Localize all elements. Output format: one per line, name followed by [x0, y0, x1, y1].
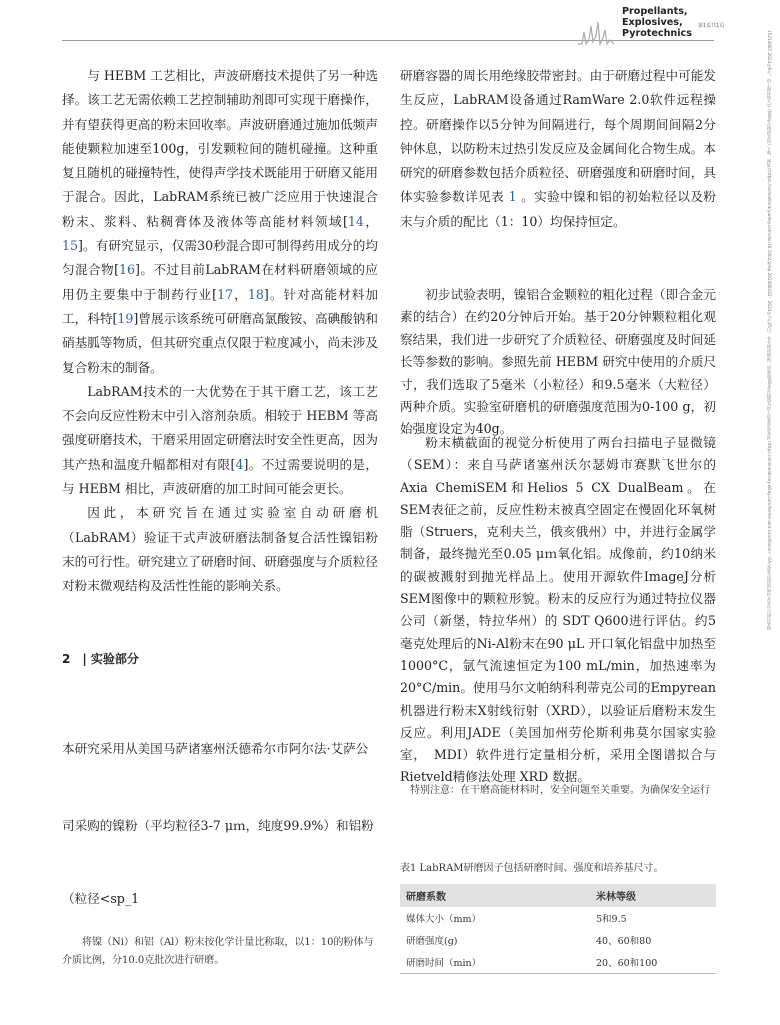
text-run: 因此，本研究旨在通过实验室自动研磨机（LabRAM）验证干式声波研磨法制备复合活性镍铝粉末的可行性。研究建立了研磨时间、研磨强度与介质粒径对粉末微观结构及活性性能的影响关系。: [62, 505, 378, 594]
left-paragraph-1: [62, 64, 378, 380]
body-line-a: 本研究采用从美国马萨诸塞州沃德希尔市阿尔法·艾萨公: [62, 741, 369, 756]
right-column-bottom: [400, 432, 716, 789]
text-run: 初步试验表明，镍铝合金颗粒的粗化过程（即合金元素的结合）在约20分钟后开始。基于20分钟颗粒粗化观察结果，我们进一步研究了介质粒径、研磨强度及时间延长等参数的影响。参照先前 HEBM 研究中使用的介质尺寸，我们选取了5毫米（小粒径）和9.5毫米（大粒径）两种介质。实验室研磨机的研磨强度范围为0-100 g，初始强度设定为40g。: [400, 287, 716, 437]
text-run: 粉末横截面的视觉分析使用了两台扫描电子显微镜（SEM）：来自马萨诸塞州沃尔瑟姆市赛默飞世尔的Axia ChemiSEM和Helios 5 CX DualBeam。在SEM表征之前，反应性粉末被真空固定在慢固化环氧树脂（Struers，克利夫兰，俄亥俄州）中，并进行金属学制备，最终抛光至0.05 μｍ氧化铝。成像前，约10纳米的碳被溅射到抛光样品上。使用开源软件ImageJ分析SEM图像中的颗粒形貌。粉末的反应行为通过特拉仪器公司（新堡，特拉华州）的 SDT Q600进行评估。约5毫克处理后的Ni-Al粉末在90 μL 开口氧化铝盘中加热至1000°C，氩气流速恒定为100 mL/min，加热速率为20°C/min。使用马尔文帕纳科利蒂克公司的Empyrean机器进行粉末X射线衍射（XRD），以验证后磨粉末发生反应。利用JADE（美国加州劳伦斯利弗莫尔国家实验室， MDI）软件进行定量相分析，采用全图谱拟合与Rietveld精修法处理 XRD 数据。: [400, 435, 716, 785]
journal-line-1: Propellants,: [622, 6, 688, 17]
citation-link[interactable]: 16: [118, 262, 136, 278]
citation-link[interactable]: 17: [217, 286, 234, 302]
journal-logo-icon: [578, 18, 614, 48]
journal-line-3: Pyrotechnics: [622, 28, 692, 39]
text-run: 与 HEBM 工艺相比，声波研磨技术提供了另一种选择。该工艺无需依赖工艺控制辅助剂即可实现干磨操作，并有望获得更高的粉末回收率。声波研磨通过施加低频声能使颗粒加速至100g，引发颗粒间的随机碰撞。这种重复且随机的碰撞特性，使得声学技术既能用于研磨又能用于混合。因此，LabRAM系统已被广泛应用于快速混合粉末、浆料、粘稠膏体及液体等高能材料领域[: [62, 68, 378, 229]
table-header-factor: 研磨系数: [400, 884, 590, 907]
text-run: ]。针对高能材料加工，科特[: [62, 286, 379, 326]
table-header-row: [400, 884, 716, 907]
header-rule: [62, 40, 714, 41]
journal-line-2: Explosives,: [622, 17, 683, 28]
milling-factors-table: [400, 884, 716, 974]
footnote: [62, 934, 378, 970]
table-cell: 5和9.5: [596, 914, 627, 925]
citation-link[interactable]: 15: [62, 238, 79, 254]
right-column-top: [400, 64, 716, 234]
text-run: ，: [233, 286, 248, 302]
section-heading: 2 | 实验部分: [62, 652, 139, 666]
download-sidebar-text: 15214087,2024年6月，由上海环球大学 (Wiley在线图书馆) 下载，网址为https://onlinelibrary.wiley.com/doi/10.1002/prep.202400102，2024年7月25日。有关使用规则，请参阅Wiley在线图书馆上的条款和条件 (https://onlinelibrary.wiley.com/terms-and-conditions)；OA文章受适用的知识共享许可协议管辖: [767, 30, 772, 631]
text-run: LabRAM技术的一大优势在于其干磨工艺，该工艺不会向反应性粉末中引入溶剂杂质。相较于 HEBM 等高强度研磨技术，干磨采用固定研磨法时安全性更高，因为其产热和温度升幅都相对有限[: [62, 383, 378, 472]
table-cell: 20、60和100: [590, 951, 716, 974]
citation-link[interactable]: 14: [347, 213, 364, 229]
safety-note: [400, 782, 716, 800]
footnote-text: 将镍（Ni）和铝（Al）粉末按化学计量比称取，以1：10的粉体与介质比例，分10.0克批次进行研磨。: [62, 937, 374, 966]
right-column-mid: [400, 284, 716, 441]
table-row: [400, 951, 716, 974]
right-paragraph-1: [400, 64, 716, 234]
table-cell: 媒体大小（mm）: [406, 914, 482, 925]
body-line-c: （粒径<sp_1: [62, 891, 140, 906]
text-run: ]。有研究显示，仅需30秒混合即可制得药用成分的均匀混合物[: [62, 238, 378, 278]
table-row: [400, 929, 716, 951]
citation-link[interactable]: 4: [235, 456, 244, 472]
citation-link[interactable]: 19: [117, 310, 134, 326]
right-paragraph-2: [400, 284, 716, 441]
table-caption: 表1 LabRAM研磨因子包括研磨时间、强度和培养基尺寸。: [400, 863, 664, 874]
left-column: [62, 64, 378, 599]
journal-name: [622, 6, 702, 39]
citation-link[interactable]: 18: [247, 286, 264, 302]
table-header-level: 米林等级: [590, 884, 716, 907]
table-cell: 研磨时间（min）: [400, 951, 590, 974]
left-paragraph-2: [62, 380, 378, 501]
text-run: ]。不过目前LabRAM在材料研磨领域的应用仍主要集中于制药行业[: [62, 262, 378, 302]
text-run: ]。不过需要说明的是，与 HEBM 相比，声波研磨的加工时间可能会更长。: [62, 456, 378, 497]
right-paragraph-3: [400, 432, 716, 789]
table-cell: 研磨强度(g): [406, 936, 458, 947]
text-run: ，: [363, 213, 379, 229]
table-row: [400, 907, 716, 929]
text-run: ]曾展示该系统可研磨高氯酸铵、高碘酸钠和硝基胍等物质，但其研究重点仅限于粒度减小，尚未涉及复合粉末的制备。: [62, 310, 378, 375]
left-paragraph-3: [62, 501, 378, 598]
table-cell: 40、60和80: [596, 936, 652, 947]
citation-link[interactable]: 1: [508, 189, 517, 205]
text-run: 。实验中镍和铝的初始粒径以及粉末与介质的配比（1：10）均保持恒定。: [400, 189, 716, 229]
safety-note-text: 特别注意：在干磨高能材料时，安全问题至关重要。为确保安全运行: [410, 785, 710, 796]
text-run: 研磨容器的周长用绝缘胶带密封。由于研磨过程中可能发生反应，LabRAM设备通过RamWare 2.0软件远程操控。研磨操作以5分钟为间隔进行，每个周期间间隔2分钟休息，以防粉末过热引发反应及金属间化合物生成。本研究的研磨参数包括介质粒径、研磨强度和研磨时间，具体实验参数详见表: [400, 68, 716, 205]
page-marker: 第1页共1页: [698, 23, 725, 29]
body-line-b: 司采购的镍粉（平均粒径3-7 μｍ，纯度99.9%）和铝粉: [62, 818, 374, 833]
